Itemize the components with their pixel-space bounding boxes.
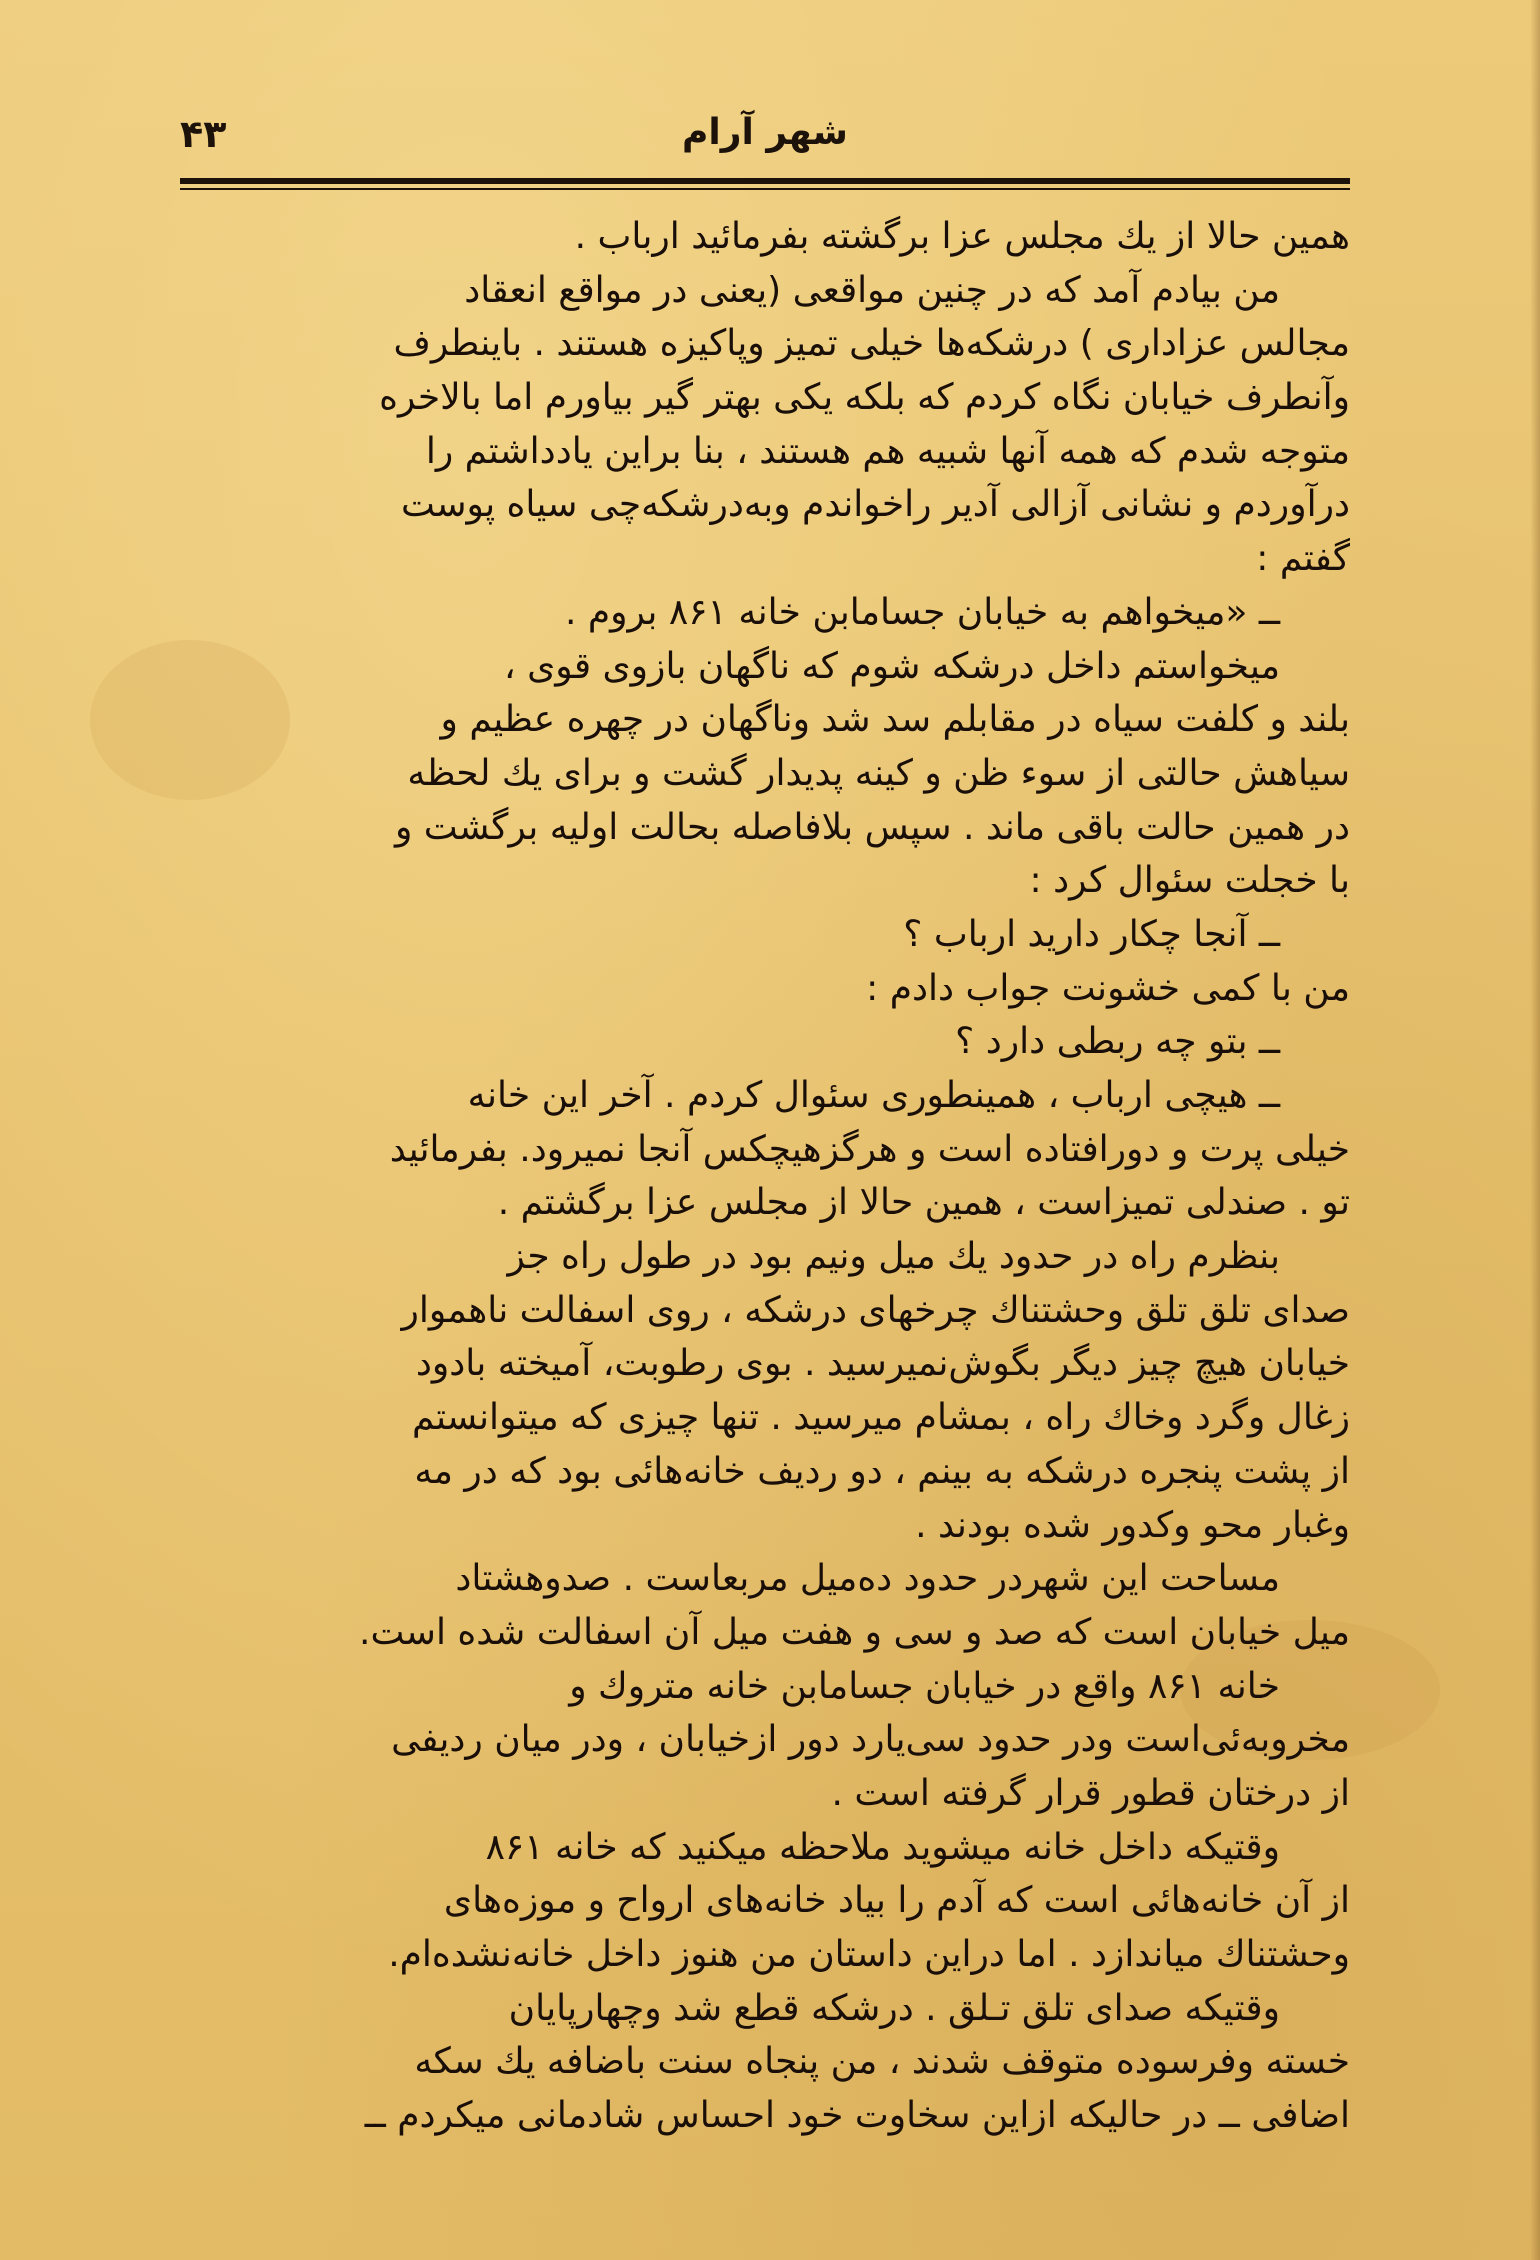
body-text [180,210,1350,2143]
text-line: بنظرم راه در حدود یك میل ونیم بود در طول راه جز [507,1236,1280,1278]
text-line: از پشت پنجره درشکه به بینم ، دو ردیف خانه‌هائی بود که در مه [414,1450,1350,1492]
text-line: مجالس عزاداری ) درشکه‌ها خیلی تمیز وپاکیزه هستند . باینطرف [393,323,1350,365]
text-line: ــ هیچی ارباب ، همینطوری سئوال کردم . آخر این خانه [467,1075,1280,1116]
text-line: خیابان هیچ چیز دیگر بگوش‌نمیرسید . بوی رطوبت، آمیخته بادود [415,1343,1350,1385]
text-line: ــ بتو چه ربطی دارد ؟ [955,1021,1280,1063]
text-line: از آن خانه‌هائی است که آدم را بیاد خانه‌های ارواح و موزه‌های [443,1880,1350,1922]
text-line: بلند و کلفت سیاه در مقابلم سد شد وناگهان در چهره عظیم و [440,699,1350,741]
text-line: ــ آنجا چکار دارید ارباب ؟ [903,913,1280,955]
text-line: زغال وگرد وخاك راه ، بمشام میرسید . تنها چیزی که میتوانستم [412,1397,1350,1439]
page-header [180,112,1350,172]
text-line: ــ «میخواهم به خیابان جسامابن خانه ۸۶۱ بروم . [564,591,1280,633]
text-line: صدای تلق تلق وحشتناك چرخهای درشکه ، روی اسفالت ناهموار [401,1289,1350,1331]
header-rule-thin [180,188,1350,190]
page-edge [1530,0,1540,2260]
text-line: وقتیکه داخل خانه میشوید ملاحظه میکنید که خانه ۸۶۱ [485,1826,1280,1868]
text-line: خانه ۸۶۱ واقع در خیابان جسامابن خانه متروك و [569,1665,1280,1707]
text-line: وحشتناك میاندازد . اما دراین داستان من هنوز داخل خانه‌نشده‌ام. [388,1934,1350,1975]
text-line: وغبار محو وکدور شده بودند . [915,1504,1350,1546]
text-line: من بیادم آمد که در چنین مواقعی (یعنی در مواقع انعقاد [464,269,1280,311]
text-line: همین حالا از یك مجلس عزا برگشته بفرمائید ارباب . [574,216,1350,257]
text-line: گفتم : [1256,538,1350,580]
text-line: درآوردم و نشانی آزالی آدیر راخواندم وبه‌درشکه‌چی سیاه پوست [400,484,1350,526]
text-line: میل خیابان است که صد و سی و هفت میل آن اسفالت شده است. [359,1611,1350,1653]
text-line: خیلی پرت و دورافتاده است و هرگزهیچکس آنجا نمیرود. بفرمائید [389,1128,1350,1170]
text-line: میخواستم داخل درشکه شوم که ناگهان بازوی قوی ، [504,645,1280,687]
running-title: شهر آرام [682,112,848,153]
header-rule [180,178,1350,190]
text-line: وقتیکه صدای تلق تـلق . درشکه قطع شد وچهارپایان [508,1987,1280,2029]
text-line: مساحت این شهردر حدود ده‌میل مربعاست . صدوهشتاد [455,1558,1280,1600]
header-rule-thick [180,178,1350,184]
text-line: با خجلت سئوال کرد : [1029,860,1350,902]
page-number: ۴۳ [180,112,227,156]
text-line: سیاهش حالتی از سوء ظن و کینه پدیدار گشت و برای یك لحظه [407,752,1350,794]
text-line: من با کمی خشونت جواب دادم : [866,967,1350,1009]
text-line: وآنطرف خیابان نگاه کردم که بلکه یکی بهتر گیر بیاورم اما بالاخره [379,377,1350,419]
text-line: متوجه شدم که همه آنها شبیه هم هستند ، بنا براین یادداشتم را [425,430,1350,472]
text-line: مخروبه‌ئی‌است ودر حدود سی‌یارد دور ازخیابان ، ودر میان ردیفی [391,1719,1350,1761]
text-line: در همین حالت باقی ماند . سپس بلافاصله بحالت اولیه برگشت و [394,806,1350,848]
text-line: از درختان قطور قرار گرفته است . [831,1772,1350,1814]
text-line: اضافی ــ در حالیکه ازاین سخاوت خود احساس شادمانی میکردم ــ [364,2095,1350,2137]
text-line: خسته وفرسوده متوقف شدند ، من پنجاه سنت باضافه یك سکه [414,2041,1350,2083]
text-line: تو . صندلی تمیزاست ، همین حالا از مجلس عزا برگشتم . [497,1182,1350,1224]
